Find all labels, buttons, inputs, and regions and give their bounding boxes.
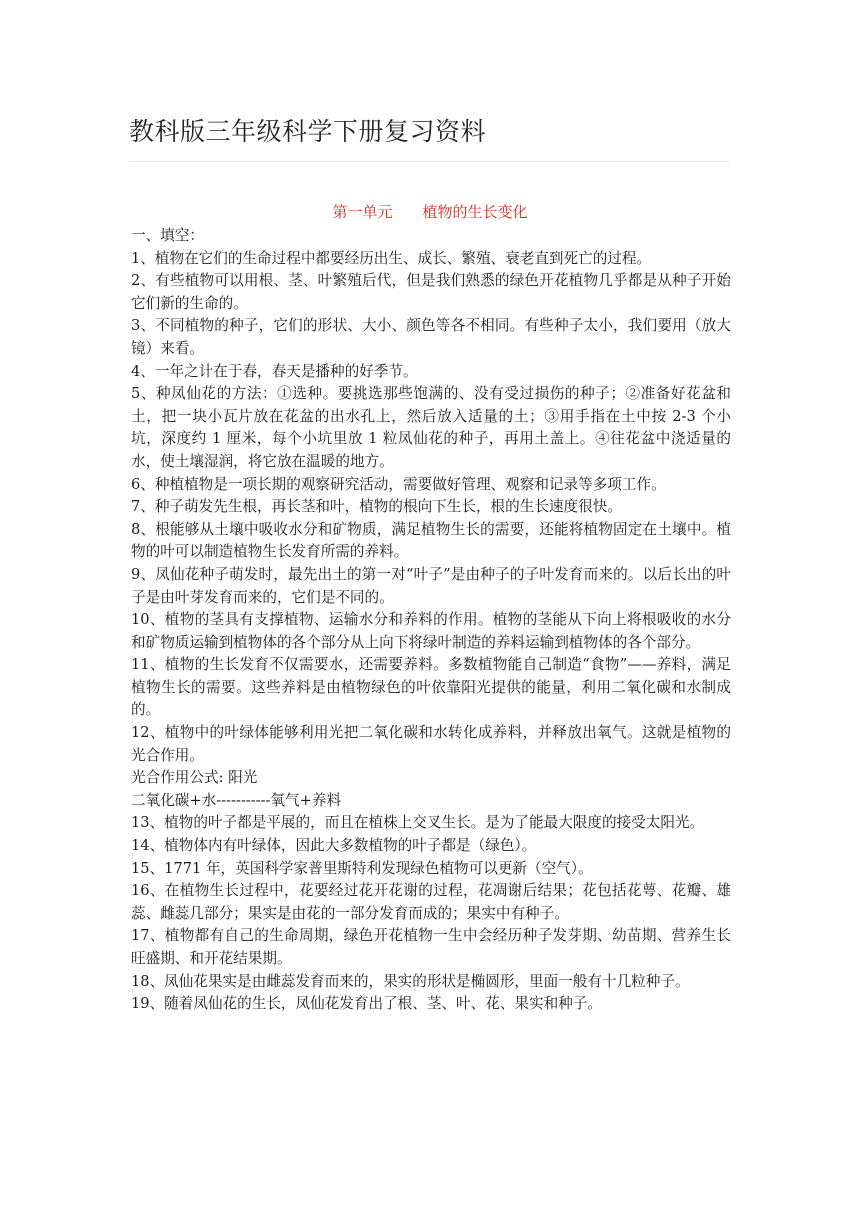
list-item: 11、植物的生长发育不仅需要水，还需要养料。多数植物能自己制造“食物”——养料，满足植物生长的需要。这些养料是由植物绿色的叶依靠阳光提供的能量，利用二氧化碳和水制成的。	[131, 656, 731, 719]
title-divider	[129, 161, 729, 162]
formula-equation: 二氧化碳+水-----------氧气+养料	[131, 791, 342, 809]
list-item: 15、1771 年，英国科学家普里斯特利发现绿色植物可以更新（空气）。	[131, 859, 593, 877]
section-label: 一、填空：	[131, 227, 204, 244]
list-item: 16、在植物生长过程中，花要经过花开花谢的过程，花凋谢后结果；花包括花萼、花瓣、雄蕊、雌蕊几部分；果实是由花的一部分发育而成的；果实中有种子。	[131, 882, 731, 922]
list-item: 4、一年之计在于春，春天是播种的好季节。	[131, 362, 418, 380]
list-item: 19、随着凤仙花的生长，凤仙花发育出了根、茎、叶、花、果实和种子。	[131, 995, 602, 1013]
list-item: 5、种凤仙花的方法：①选种。要挑选那些饱满的、没有受过损伤的种子；②准备好花盆和土，把一块小瓦片放在花盆的出水孔上，然后放入适量的土；③用手指在土中按 2-3 个小坑，深度约 1 厘米，每个小坑里放 1 粒凤仙花的种子，再用土盖上。④往花盆中浇适量的水，使土壤湿润，将它放在温暖的地方。	[131, 385, 731, 470]
list-item: 2、有些植物可以用根、茎、叶繁殖后代，但是我们熟悉的绿色开花植物几乎都是从种子开始它们新的生命的。	[131, 272, 731, 312]
list-item: 9、凤仙花种子萌发时，最先出土的第一对“叶子”是由种子的子叶发育而来的。以后长出的叶子是由叶芽发育而来的，它们是不同的。	[131, 565, 731, 606]
formula-label: 光合作用公式: 阳光	[131, 769, 258, 787]
list-item: 10、植物的茎具有支撑植物、运输水分和养料的作用。植物的茎能从下向上将根吸收的水分和矿物质运输到植物体的各个部分从上向下将绿叶制造的养料运输到植物体的各个部分。	[131, 611, 731, 651]
list-item: 17、植物都有自己的生命周期，绿色开花植物一生中会经历种子发芽期、幼苗期、营养生长旺盛期、和开花结果期。	[131, 927, 731, 967]
list-item: 13、植物的叶子都是平展的，而且在植株上交叉生长。是为了能最大限度的接受太阳光。	[131, 814, 705, 832]
list-item: 7、种子萌发先生根，再长茎和叶，植物的根向下生长，根的生长速度很快。	[131, 498, 622, 516]
list-item: 18、凤仙花果实是由雌蕊发育而来的，果实的形状是椭圆形，里面一般有十几粒种子。	[131, 972, 690, 990]
list-item: 1、植物在它们的生命过程中都要经历出生、成长、繁殖、衰老直到死亡的过程。	[131, 249, 652, 267]
document-body	[131, 225, 731, 1016]
unit-heading: 第一单元 植物的生长变化	[332, 203, 528, 221]
document-title: 教科版三年级科学下册复习资料	[129, 117, 487, 146]
list-item: 8、根能够从土壤中吸收水分和矿物质，满足植物生长的需要，还能将植物固定在土壤中。植物的叶可以制造植物生长发育所需的养料。	[131, 520, 731, 561]
list-item: 14、植物体内有叶绿体，因此大多数植物的叶子都是（绿色）。	[131, 837, 537, 855]
list-item: 6、种植植物是一项长期的观察研究活动，需要做好管理、观察和记录等多项工作。	[131, 475, 666, 493]
list-item: 3、不同植物的种子，它们的形状、大小、颜色等各不相同。有些种子太小，我们要用（放大镜）来看。	[131, 317, 731, 357]
list-item: 12、植物中的叶绿体能够利用光把二氧化碳和水转化成养料，并释放出氧气。这就是植物的光合作用。	[131, 724, 731, 764]
